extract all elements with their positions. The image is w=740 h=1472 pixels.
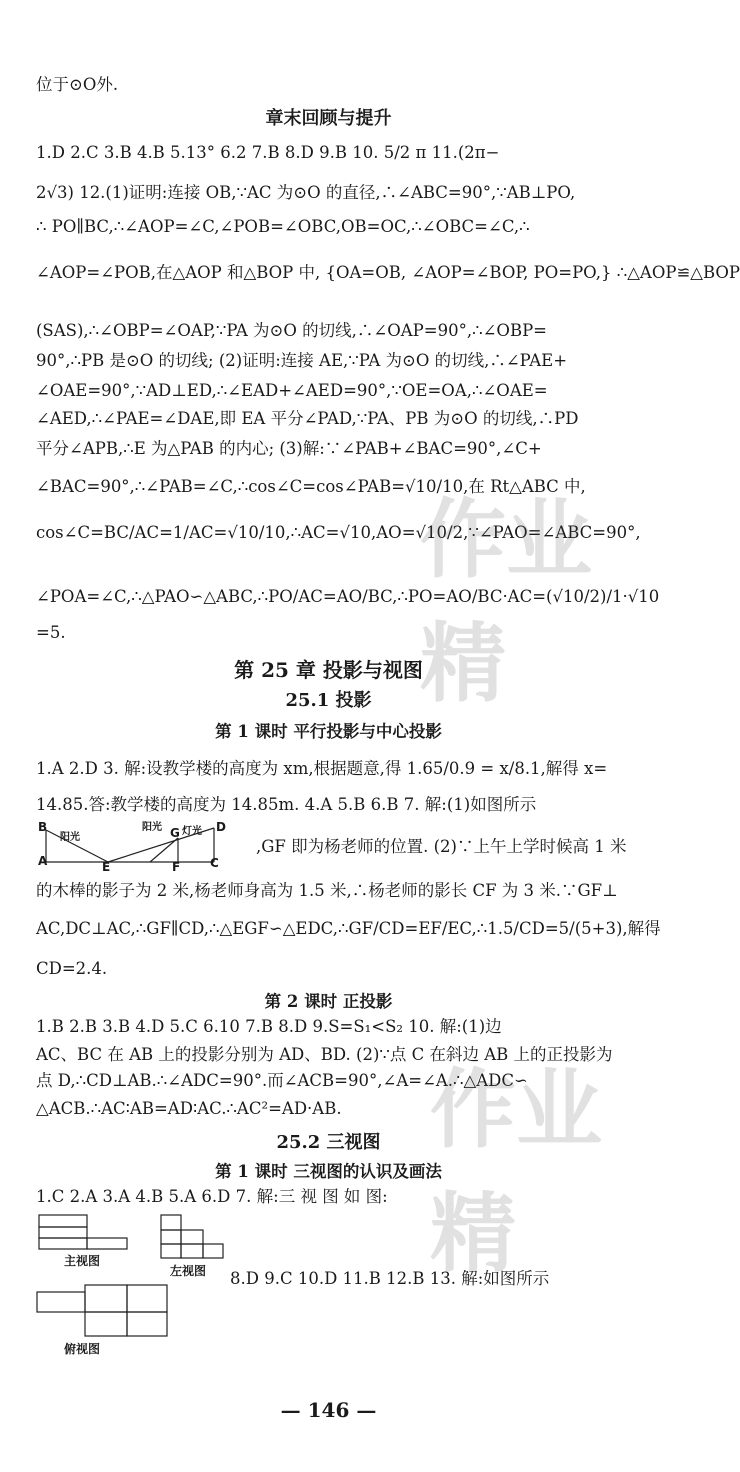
- point-label: C: [210, 856, 219, 870]
- section-title: 25.2 三视图: [276, 1132, 381, 1153]
- watermark: 作业精: [430, 1060, 602, 1284]
- text-line: 点 D,∴CD⊥AB.∴∠ADC=90°.而∠ACB=90°,∠A=∠A.∴△ADC∽: [36, 1071, 528, 1090]
- text-line: ∠AED,∴∠PAE=∠DAE,即 EA 平分∠PAD,∵PA、PB 为⊙O 的切线,∴PD: [36, 409, 579, 428]
- lesson-title: 第 1 课时 平行投影与中心投影: [215, 722, 442, 741]
- text-line: △ACB.∴AC∶AB=AD∶AC.∴AC²=AD·AB.: [36, 1099, 342, 1118]
- point-label: F: [172, 860, 181, 874]
- top-view-figure: [36, 1284, 176, 1356]
- watermark: 作业精: [420, 490, 592, 714]
- section-title: 章末回顾与提升: [265, 108, 392, 129]
- chapter-title: 第 25 章 投影与视图: [234, 658, 423, 682]
- diagram-label: 灯光: [182, 826, 202, 837]
- text-line: CD=2.4.: [36, 959, 108, 978]
- point-label: E: [102, 860, 111, 874]
- text-line: (SAS),∴∠OBP=∠OAP,∵PA 为⊙O 的切线,∴∠OAP=90°,∴∠OBP=: [36, 321, 547, 340]
- text-line: 14.85.答:教学楼的高度为 14.85m. 4.A 5.B 6.B 7. 解:(1)如图所示: [36, 795, 537, 814]
- lesson-title: 第 1 课时 三视图的认识及画法: [215, 1162, 442, 1181]
- front-view-figure: [38, 1214, 138, 1268]
- text-line: AC、BC 在 AB 上的投影分别为 AD、BD. (2)∵点 C 在斜边 AB 上的正投影为: [36, 1045, 613, 1064]
- text-line: 位于⊙O外.: [36, 75, 119, 94]
- point-label: G: [170, 826, 180, 840]
- lesson-title: 第 2 课时 正投影: [264, 992, 393, 1011]
- view-label: 左视图: [170, 1264, 207, 1278]
- text-line: ,GF 即为杨老师的位置. (2)∵上午上学时候高 1 米: [256, 837, 627, 856]
- text-line: ∠OAE=90°,∵AD⊥ED,∴∠EAD+∠AED=90°,∵OE=OA,∴∠OAE=: [36, 381, 548, 400]
- text-line: cos∠C=BC/AC=1/AC=√10/10,∴AC=√10,AO=√10/2,∵∠PAO=∠ABC=90°,: [36, 523, 641, 542]
- text-line: 1.D 2.C 3.B 4.B 5.13° 6.2 7.B 8.D 9.B 10. 5/2 π 11.(2π−: [36, 143, 500, 162]
- section-title: 25.1 投影: [285, 690, 372, 711]
- text-line: 1.B 2.B 3.B 4.D 5.C 6.10 7.B 8.D 9.S=S₁<S₂ 10. 解:(1)边: [36, 1017, 502, 1036]
- view-label: 俯视图: [64, 1342, 101, 1356]
- shadow-diagram: [38, 818, 254, 874]
- text-line: ∠BAC=90°,∴∠PAB=∠C,∴cos∠C=cos∠PAB=√10/10,在 Rt△ABC 中,: [36, 477, 586, 496]
- text-line: 8.D 9.C 10.D 11.B 12.B 13. 解:如图所示: [230, 1269, 550, 1288]
- text-line: 的木棒的影子为 2 米,杨老师身高为 1.5 米,∴杨老师的影长 CF 为 3 米.∵GF⊥: [36, 881, 618, 900]
- point-label: D: [216, 820, 226, 834]
- text-line: ∠AOP=∠POB,在△AOP 和△BOP 中, {OA=OB, ∠AOP=∠BOP, PO=PO,} ∴△AOP≌△BOP: [36, 263, 740, 282]
- text-line: ∠POA=∠C,∴△PAO∽△ABC,∴PO/AC=AO/BC,∴PO=AO/BC·AC=(√10/2)/1·√10: [36, 587, 660, 606]
- text-line: =5.: [36, 623, 66, 642]
- point-label: A: [38, 854, 48, 868]
- text-line: 1.C 2.A 3.A 4.B 5.A 6.D 7. 解:三 视 图 如 图:: [36, 1187, 388, 1206]
- diagram-label: 阳光: [60, 832, 80, 843]
- page-number: — 146 —: [280, 1398, 377, 1422]
- text-line: 平分∠APB,∴E 为△PAB 的内心; (3)解:∵∠PAB+∠BAC=90°,∠C+: [36, 439, 542, 458]
- diagram-label: 阳光: [142, 822, 162, 833]
- text-line: ∴ PO∥BC,∴∠AOP=∠C,∠POB=∠OBC,OB=OC,∴∠OBC=∠C,∴: [36, 217, 530, 236]
- left-view-figure: [160, 1214, 230, 1276]
- point-label: B: [38, 820, 48, 834]
- text-line: 1.A 2.D 3. 解:设教学楼的高度为 xm,根据题意,得 1.65/0.9 = x/8.1,解得 x=: [36, 759, 608, 778]
- text-line: 90°,∴PB 是⊙O 的切线; (2)证明:连接 AE,∵PA 为⊙O 的切线,∴∠PAE+: [36, 351, 568, 370]
- text-line: AC,DC⊥AC,∴GF∥CD,∴△EGF∽△EDC,∴GF/CD=EF/EC,∴1.5/CD=5/(5+3),解得: [36, 919, 661, 938]
- text-line: 2√3) 12.(1)证明:连接 OB,∵AC 为⊙O 的直径,∴∠ABC=90°,∵AB⊥PO,: [36, 183, 576, 202]
- view-label: 主视图: [64, 1254, 101, 1268]
